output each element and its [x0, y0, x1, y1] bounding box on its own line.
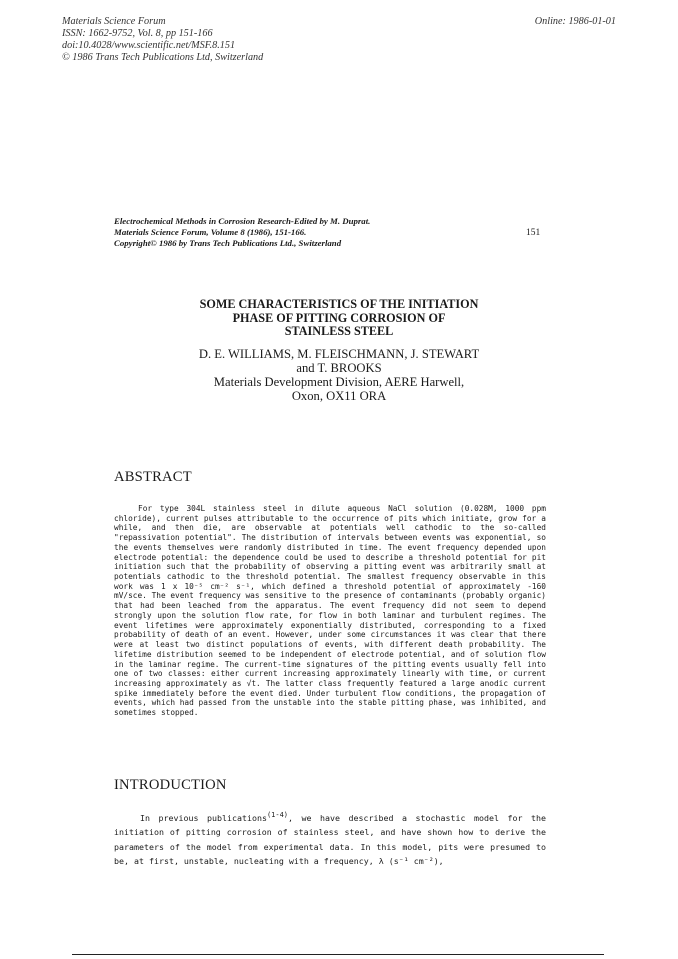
- introduction-heading: INTRODUCTION: [114, 777, 227, 793]
- affiliation-line-2: Oxon, OX11 ORA: [291, 389, 387, 403]
- introduction-body: [114, 808, 551, 868]
- intro-text-rest: , we have described a stochastic model for the initiation of pitting corrosion of stainless steel, and have shown how to derive the parameters of the model from experimental data. In this model, pits were presumed to be, at first, unstable, nucleating with a frequency, λ (s⁻¹ cm⁻²),: [114, 812, 551, 866]
- affiliation-line-1: Materials Development Division, AERE Harwell,: [213, 375, 465, 389]
- header-issn: ISSN: 1662-9752, Vol. 8, pp 151-166: [62, 28, 213, 39]
- abstract-text: For type 304L stainless steel in dilute aqueous NaCl solution (0.028M, 1000 ppm chloride), current pulses attributable to the occurrence of pits which initiate, grow for a while, and then die, are observable at potentials well cathodic to the so-called "repassivation potential". The distribution of intervals between events was exponential, so the events themselves were randomly distributed in time. The event frequency depended upon electrode potential: the dependence could be used to describe a threshold potential for pit initiation such that the probability of observing a pitting event was arbitrarily small at potentials cathodic to the threshold potential. The smallest frequency observable in this work was 1 x 10⁻⁵ cm⁻² s⁻¹, which defined a threshold potential of approximately -160 mV/sce. The event frequency was sensitive to the presence of contaminants (probably organic) that had been leached from the apparatus. The event frequency did not seem to depend strongly upon the solution flow rate, for flow in both laminar and turbulent regimes. The event lifetimes were approximately exponentially distributed, corresponding to a fixed probability of death of an event. However, under some circumstances it was clear that there were at least two distinct populations of events, with different death probability. The lifetime distribution seemed to be independent of electrode potential, and of solution flow in the laminar regime. The current-time signatures of the pitting events usually fell into one of two classes: either current increasing approximately linearly with time, or current increasing approximately as √t. The latter class frequently featured a large anodic current spike immediately before the event died. Under turbulent flow conditions, the propagation of events, which had passed from the unstable into the stable pitting phase, was inhibited, and sometimes stopped.: [114, 504, 551, 718]
- source-line-3: Copyright© 1986 by Trans Tech Publications Ltd., Switzerland: [114, 238, 342, 248]
- page-number: 151: [526, 228, 541, 238]
- paper-title: [0, 298, 678, 339]
- journal-header: [62, 16, 263, 64]
- title-line-1: SOME CHARACTERISTICS OF THE INITIATION: [199, 297, 479, 311]
- header-doi: doi:10.4028/www.scientific.net/MSF.8.151: [62, 40, 236, 51]
- title-line-2: PHASE OF PITTING CORROSION OF: [232, 310, 446, 325]
- abstract-heading: ABSTRACT: [114, 469, 192, 485]
- abstract-body: [114, 504, 551, 718]
- intro-reference: (1-4): [266, 811, 289, 819]
- intro-text-start: In previous publications: [140, 812, 267, 823]
- source-line-2: Materials Science Forum, Volume 8 (1986), 151-166.: [114, 227, 307, 237]
- authors-block: [0, 347, 678, 403]
- header-journal-name: Materials Science Forum: [62, 16, 166, 27]
- authors-line-1: D. E. WILLIAMS, M. FLEISCHMANN, J. STEWART: [198, 347, 480, 361]
- header-copyright: © 1986 Trans Tech Publications Ltd, Switzerland: [62, 52, 264, 63]
- source-citation: [114, 216, 370, 249]
- bottom-rule: [72, 954, 604, 955]
- authors-line-2: and T. BROOKS: [296, 361, 382, 375]
- header-online-date: Online: 1986-01-01: [534, 16, 616, 27]
- title-line-3: STAINLESS STEEL: [284, 324, 394, 338]
- source-line-1: Electrochemical Methods in Corrosion Research-Edited by M. Duprat.: [114, 216, 371, 226]
